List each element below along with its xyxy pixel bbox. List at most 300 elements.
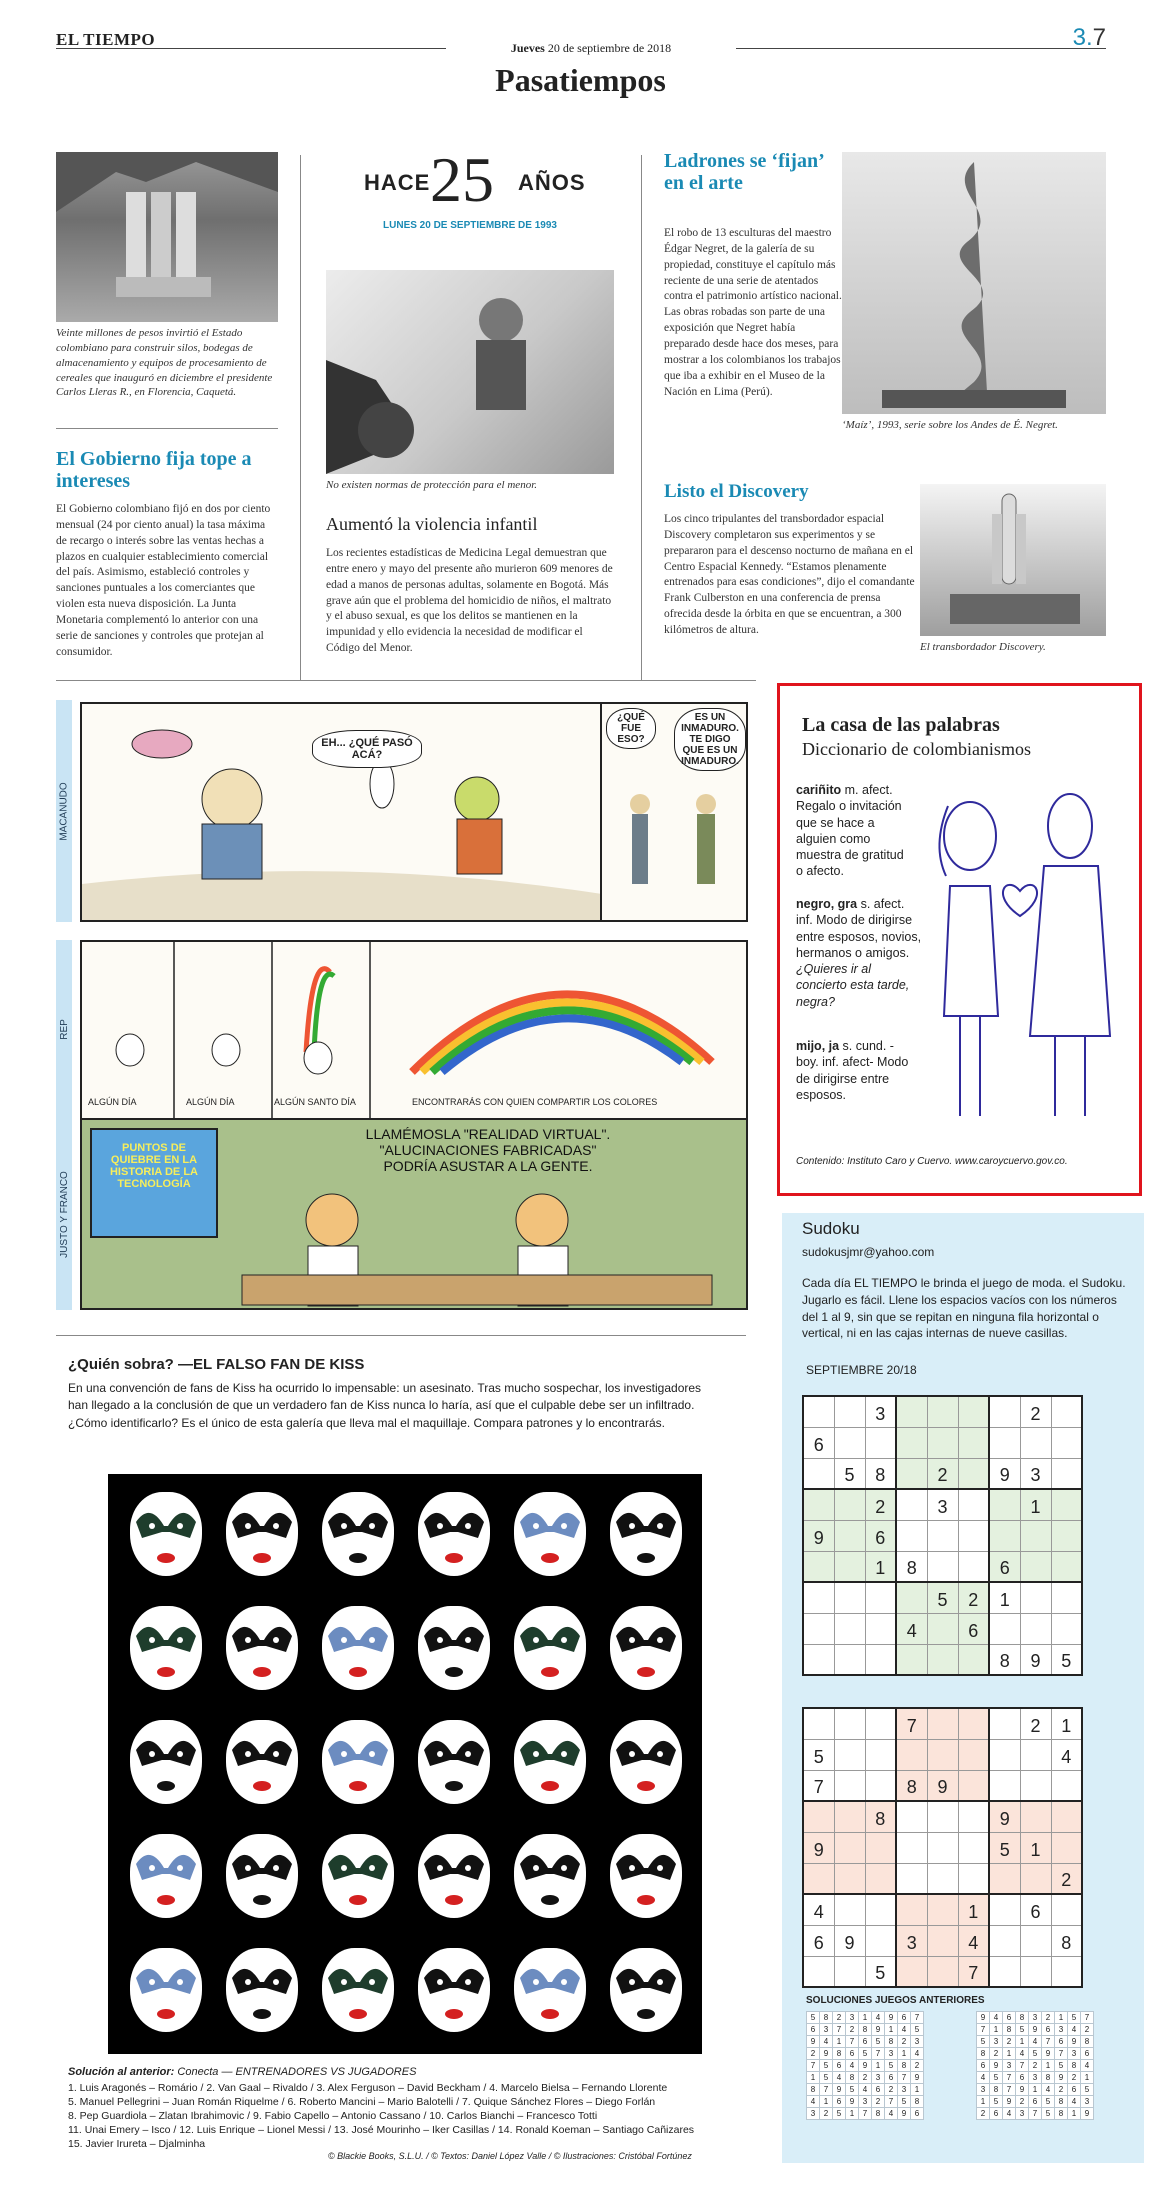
rep-scene <box>82 942 746 1118</box>
solution-cell: 6 <box>833 2096 846 2108</box>
solution-cell: 9 <box>1068 2036 1081 2048</box>
solution-cell: 4 <box>990 2012 1003 2024</box>
sudoku-cell[interactable]: 8 <box>989 1644 1020 1675</box>
sudoku-cell[interactable] <box>865 1832 896 1863</box>
sudoku-cell[interactable] <box>1051 1956 1082 1987</box>
solution-cell: 8 <box>859 2024 872 2036</box>
sudoku-cell[interactable] <box>927 1708 958 1739</box>
sudoku-cell[interactable] <box>896 1863 927 1894</box>
sudoku-cell[interactable]: 8 <box>1051 1925 1082 1956</box>
kiss-face[interactable] <box>610 1492 682 1576</box>
solution-cell: 2 <box>911 2060 924 2072</box>
kiss-face[interactable] <box>610 1720 682 1804</box>
solution-cell: 4 <box>833 2072 846 2084</box>
solution-cell: 9 <box>1055 2072 1068 2084</box>
sudoku-cell[interactable] <box>927 1396 958 1427</box>
sudoku-cell[interactable]: 4 <box>896 1613 927 1644</box>
sudoku-cell[interactable] <box>834 1551 865 1582</box>
sudoku-grid-1 <box>802 1395 1083 1676</box>
sudoku-cell[interactable] <box>865 1427 896 1458</box>
sudoku-cell[interactable] <box>958 1520 989 1551</box>
solution-cell: 8 <box>1081 2036 1094 2048</box>
sudoku-cell[interactable] <box>834 1613 865 1644</box>
solution-cell: 7 <box>898 2072 911 2084</box>
kiss-face[interactable] <box>610 1948 682 2032</box>
sudoku-cell[interactable]: 6 <box>803 1427 834 1458</box>
sudoku-cell[interactable] <box>927 1520 958 1551</box>
sudoku-cell[interactable]: 9 <box>803 1520 834 1551</box>
sudoku-cell[interactable]: 5 <box>834 1458 865 1489</box>
sudoku-cell[interactable] <box>803 1582 834 1613</box>
dateline <box>446 41 736 56</box>
macanudo-bubble-1: EH... ¿QUÉ PASÓ ACÁ? <box>312 730 422 768</box>
sudoku-cell[interactable]: 2 <box>1051 1863 1082 1894</box>
solution-cell: 5 <box>1055 2060 1068 2072</box>
sudoku-cell[interactable]: 9 <box>834 1925 865 1956</box>
sudoku-cell[interactable] <box>1020 1801 1051 1832</box>
sudoku-cell[interactable] <box>989 1708 1020 1739</box>
solution-cell: 4 <box>1081 2060 1094 2072</box>
solution-cell: 9 <box>859 2060 872 2072</box>
sudoku-cell[interactable] <box>1051 1396 1082 1427</box>
sudoku-row <box>803 1739 1082 1770</box>
sudoku-cell[interactable] <box>896 1739 927 1770</box>
solution-cell: 9 <box>977 2012 990 2024</box>
sudoku-cell[interactable] <box>927 1551 958 1582</box>
solution-cell: 3 <box>1081 2096 1094 2108</box>
sudoku-cell[interactable]: 2 <box>1020 1396 1051 1427</box>
solution-cell: 1 <box>990 2024 1003 2036</box>
comics-divider <box>56 680 756 681</box>
sudoku-cell[interactable]: 9 <box>927 1770 958 1801</box>
silos-photo <box>56 152 278 322</box>
sudoku-cell[interactable] <box>958 1644 989 1675</box>
macanudo-label <box>56 700 72 922</box>
sudoku-cell[interactable] <box>834 1489 865 1520</box>
macanudo-bubble-3: ES UN INMADURO. TE DIGO QUE ES UN INMADURO. <box>674 708 746 771</box>
kiss-face[interactable] <box>226 1948 298 2032</box>
sudoku-cell[interactable] <box>989 1613 1020 1644</box>
sudoku-cell[interactable]: 7 <box>803 1770 834 1801</box>
sudoku-cell[interactable] <box>865 1739 896 1770</box>
sudoku-cell[interactable] <box>834 1832 865 1863</box>
sudoku-cell[interactable] <box>896 1956 927 1987</box>
sudoku-cell[interactable]: 3 <box>865 1396 896 1427</box>
definition-negro <box>796 896 922 1010</box>
col3-headline-2: Listo el Discovery <box>664 481 809 502</box>
sudoku-cell[interactable] <box>989 1739 1020 1770</box>
kiss-face[interactable] <box>322 1834 394 1918</box>
sudoku-cell[interactable] <box>896 1458 927 1489</box>
sudoku-cell[interactable] <box>1051 1613 1082 1644</box>
kiss-face[interactable] <box>130 1720 202 1804</box>
sudoku-cell[interactable] <box>803 1644 834 1675</box>
solution-cell: 1 <box>1068 2108 1081 2120</box>
kiss-face[interactable] <box>226 1720 298 1804</box>
kiss-face[interactable] <box>514 1606 586 1690</box>
kiss-face[interactable] <box>514 1834 586 1918</box>
solution-row <box>807 2048 924 2060</box>
sudoku-row <box>803 1925 1082 1956</box>
kiss-face[interactable] <box>514 1492 586 1576</box>
solution-cell: 6 <box>859 2036 872 2048</box>
definition-carinito <box>796 782 912 880</box>
kiss-face[interactable] <box>226 1834 298 1918</box>
sudoku-cell[interactable]: 1 <box>1020 1832 1051 1863</box>
solution-cell: 8 <box>833 2048 846 2060</box>
solution-grid-1 <box>806 2011 924 2120</box>
kiss-face[interactable] <box>418 1492 490 1576</box>
sudoku-cell[interactable] <box>1020 1582 1051 1613</box>
sudoku-cell[interactable] <box>896 1894 927 1925</box>
sudoku-cell[interactable] <box>803 1613 834 1644</box>
sudoku-cell[interactable] <box>803 1801 834 1832</box>
sudoku-row <box>803 1520 1082 1551</box>
kiss-face[interactable] <box>610 1834 682 1918</box>
kiss-face[interactable] <box>514 1720 586 1804</box>
sudoku-cell[interactable] <box>1051 1801 1082 1832</box>
sudoku-cell[interactable] <box>1051 1489 1082 1520</box>
sudoku-cell[interactable] <box>1020 1551 1051 1582</box>
solution-cell: 1 <box>846 2108 859 2120</box>
solution-cell: 4 <box>977 2072 990 2084</box>
column-divider <box>300 155 301 680</box>
sudoku-cell[interactable]: 9 <box>989 1458 1020 1489</box>
sudoku-cell[interactable] <box>803 1708 834 1739</box>
sudoku-cell[interactable] <box>958 1396 989 1427</box>
sudoku-cell[interactable]: 6 <box>803 1925 834 1956</box>
kiss-face[interactable] <box>610 1606 682 1690</box>
sudoku-cell[interactable] <box>989 1396 1020 1427</box>
solution-cell: 1 <box>898 2048 911 2060</box>
solution-cell: 8 <box>1055 2108 1068 2120</box>
kiss-face[interactable] <box>130 1606 202 1690</box>
kiss-face[interactable] <box>322 1492 394 1576</box>
solution-cell: 4 <box>872 2012 885 2024</box>
sudoku-cell[interactable] <box>896 1427 927 1458</box>
sudoku-cell[interactable] <box>865 1770 896 1801</box>
sudoku-cell[interactable] <box>927 1925 958 1956</box>
solution-cell: 9 <box>885 2012 898 2024</box>
sudoku-cell[interactable] <box>927 1613 958 1644</box>
sudoku-cell[interactable] <box>1020 1770 1051 1801</box>
sudoku-cell[interactable] <box>834 1801 865 1832</box>
solution-cell: 4 <box>1029 2036 1042 2048</box>
sudoku-cell[interactable] <box>834 1894 865 1925</box>
sudoku-panel <box>782 1213 1144 2163</box>
col3-body-1: El robo de 13 esculturas del maestro Édgar Negret, de la galería de su propiedad, constituye el capítulo más reciente de una serie de atentados contra el patrimonio artístico nacional. Las obras robadas son parte de una exposición que Negret había preparado desde hace dos meses, para mostrar a los colombianos los trabajos que iba a exhibir en el Museo de la Nación en Lima (Perú). <box>664 227 842 398</box>
sudoku-row <box>803 1489 1082 1520</box>
kiss-face[interactable] <box>130 1948 202 2032</box>
solution-label: Solución al anterior: <box>68 2066 175 2078</box>
solution-cell: 8 <box>1042 2072 1055 2084</box>
sudoku-cell[interactable] <box>803 1863 834 1894</box>
sudoku-cell[interactable] <box>1051 1894 1082 1925</box>
sudoku-cell[interactable] <box>927 1427 958 1458</box>
sudoku-cell[interactable]: 7 <box>958 1956 989 1987</box>
sudoku-cell[interactable]: 6 <box>958 1613 989 1644</box>
solution-cell: 8 <box>885 2036 898 2048</box>
solution-row <box>807 2060 924 2072</box>
sudoku-cell[interactable] <box>958 1458 989 1489</box>
sudoku-cell[interactable]: 4 <box>803 1894 834 1925</box>
sudoku-cell[interactable] <box>834 1396 865 1427</box>
sudoku-cell[interactable]: 8 <box>865 1458 896 1489</box>
sudoku-row <box>803 1863 1082 1894</box>
solution-cell: 4 <box>1068 2024 1081 2036</box>
solution-cell: 5 <box>1016 2024 1029 2036</box>
sudoku-intro: Cada día EL TIEMPO le brinda el juego de moda. el Sudoku. Jugarlo es fácil. Llene los espacios vacíos con los números del 1 al 9, sin que se repitan en ninguna fila horizontal o vertical, ni en las cajas internas de nueve casillas. <box>802 1276 1126 1341</box>
kiss-face[interactable] <box>514 1948 586 2032</box>
solution-cell: 2 <box>1029 2060 1042 2072</box>
sudoku-cell[interactable] <box>1020 1925 1051 1956</box>
sudoku-cell[interactable] <box>1020 1956 1051 1987</box>
solution-cell: 2 <box>1068 2072 1081 2084</box>
sudoku-cell[interactable] <box>834 1582 865 1613</box>
sudoku-cell[interactable] <box>958 1863 989 1894</box>
sudoku-cell[interactable] <box>927 1644 958 1675</box>
sudoku-cell[interactable]: 2 <box>1020 1708 1051 1739</box>
sudoku-cell[interactable]: 2 <box>927 1458 958 1489</box>
kiss-face[interactable] <box>418 1948 490 2032</box>
sudoku-cell[interactable] <box>958 1489 989 1520</box>
solution-cell: 6 <box>1081 2048 1094 2060</box>
solution-cell: 1 <box>911 2084 924 2096</box>
sudoku-cell[interactable] <box>989 1863 1020 1894</box>
sudoku-cell[interactable] <box>803 1489 834 1520</box>
solution-cell: 6 <box>1055 2036 1068 2048</box>
kiss-face[interactable] <box>322 1948 394 2032</box>
sudoku-cell[interactable]: 2 <box>865 1489 896 1520</box>
sudoku-cell[interactable]: 5 <box>989 1832 1020 1863</box>
solution-cell: 5 <box>1042 2108 1055 2120</box>
sudoku-cell[interactable]: 5 <box>865 1956 896 1987</box>
sudoku-cell[interactable] <box>865 1863 896 1894</box>
sudoku-cell[interactable] <box>989 1925 1020 1956</box>
solution-cell: 2 <box>807 2048 820 2060</box>
sudoku-cell[interactable] <box>989 1427 1020 1458</box>
sudoku-cell[interactable] <box>1051 1458 1082 1489</box>
sudoku-cell[interactable] <box>834 1770 865 1801</box>
sudoku-cell[interactable] <box>927 1894 958 1925</box>
sudoku-cell[interactable] <box>958 1801 989 1832</box>
solution-cell: 7 <box>1055 2048 1068 2060</box>
sudoku-cell[interactable]: 4 <box>958 1925 989 1956</box>
sudoku-cell[interactable] <box>927 1956 958 1987</box>
sudoku-cell[interactable] <box>865 1613 896 1644</box>
solution-line: 15. Javier Irureta – Djalminha <box>68 2138 206 2151</box>
kiss-face[interactable] <box>418 1834 490 1918</box>
solution-cell: 7 <box>1029 2108 1042 2120</box>
sudoku-cell[interactable] <box>896 1520 927 1551</box>
sudoku-cell[interactable] <box>803 1551 834 1582</box>
sudoku-cell[interactable] <box>1020 1739 1051 1770</box>
solution-cell: 4 <box>1016 2048 1029 2060</box>
solution-cell: 1 <box>1029 2084 1042 2096</box>
solution-cell: 7 <box>977 2024 990 2036</box>
sudoku-cell[interactable] <box>865 1708 896 1739</box>
sudoku-cell[interactable] <box>803 1458 834 1489</box>
sudoku-cell[interactable]: 5 <box>927 1582 958 1613</box>
kiss-face[interactable] <box>226 1606 298 1690</box>
sudoku-cell[interactable]: 8 <box>896 1770 927 1801</box>
quien-divider <box>56 1335 746 1336</box>
sudoku-cell[interactable]: 3 <box>1020 1458 1051 1489</box>
sudoku-cell[interactable]: 5 <box>803 1739 834 1770</box>
anos-label: AÑOS <box>518 170 586 195</box>
sudoku-cell[interactable] <box>865 1582 896 1613</box>
sudoku-cell[interactable] <box>927 1832 958 1863</box>
kiss-face[interactable] <box>226 1492 298 1576</box>
solution-cell: 1 <box>1016 2036 1029 2048</box>
sudoku-cell[interactable] <box>1020 1520 1051 1551</box>
kiss-face[interactable] <box>130 1492 202 1576</box>
sudoku-cell[interactable] <box>834 1708 865 1739</box>
sudoku-cell[interactable] <box>927 1801 958 1832</box>
sudoku-cell[interactable]: 6 <box>865 1520 896 1551</box>
kiss-face[interactable] <box>130 1834 202 1918</box>
sudoku-cell[interactable] <box>1020 1427 1051 1458</box>
def-word-carinito: cariñito <box>796 783 842 797</box>
sudoku-cell[interactable] <box>834 1956 865 1987</box>
solution-cell: 2 <box>1081 2024 1094 2036</box>
solution-cell: 6 <box>885 2072 898 2084</box>
sudoku-cell[interactable] <box>1051 1582 1082 1613</box>
sudoku-cell[interactable] <box>1020 1863 1051 1894</box>
sudoku-cell[interactable] <box>865 1925 896 1956</box>
sudoku-cell[interactable] <box>989 1956 1020 1987</box>
solution-cell: 2 <box>820 2108 833 2120</box>
kiss-face[interactable] <box>322 1720 394 1804</box>
sudoku-cell[interactable] <box>896 1489 927 1520</box>
sudoku-cell[interactable] <box>803 1956 834 1987</box>
shuttle-illustration <box>920 484 1106 636</box>
page-number <box>1073 24 1106 52</box>
kiss-face[interactable] <box>322 1606 394 1690</box>
solution-cell: 5 <box>911 2024 924 2036</box>
macanudo-label-text: MACANUDO <box>58 781 70 841</box>
sudoku-cell[interactable] <box>1051 1551 1082 1582</box>
solution-cell: 1 <box>833 2036 846 2048</box>
solution-cell: 8 <box>898 2060 911 2072</box>
sudoku-cell[interactable]: 3 <box>896 1925 927 1956</box>
solution-cell: 5 <box>1081 2084 1094 2096</box>
sudoku-cell[interactable] <box>865 1894 896 1925</box>
sudoku-cell[interactable] <box>834 1520 865 1551</box>
kiss-face[interactable] <box>418 1720 490 1804</box>
sudoku-cell[interactable]: 9 <box>1020 1644 1051 1675</box>
sudoku-cell[interactable] <box>989 1489 1020 1520</box>
solution-cell: 7 <box>859 2108 872 2120</box>
solution-row <box>977 2072 1094 2084</box>
sudoku-cell[interactable]: 2 <box>958 1582 989 1613</box>
hace-label: HACE <box>364 170 431 195</box>
sudoku-cell[interactable] <box>1051 1832 1082 1863</box>
macanudo-scene-2 <box>602 784 748 920</box>
sudoku-cell[interactable] <box>896 1832 927 1863</box>
sudoku-cell[interactable] <box>958 1427 989 1458</box>
sudoku-cell[interactable]: 1 <box>865 1551 896 1582</box>
solution-cell: 2 <box>859 2072 872 2084</box>
solution-cell: 3 <box>1029 2072 1042 2084</box>
sudoku-cell[interactable]: 1 <box>958 1894 989 1925</box>
sudoku-cell[interactable] <box>1051 1770 1082 1801</box>
sudoku-cell[interactable]: 5 <box>1051 1644 1082 1675</box>
sudoku-cell[interactable] <box>1051 1427 1082 1458</box>
sudoku-cell[interactable] <box>896 1644 927 1675</box>
sudoku-cell[interactable]: 6 <box>989 1551 1020 1582</box>
solution-cell: 9 <box>1003 2096 1016 2108</box>
sudoku-cell[interactable] <box>958 1832 989 1863</box>
section-title: Pasatiempos <box>495 62 666 98</box>
solution-cell: 7 <box>820 2084 833 2096</box>
sudoku-cell[interactable] <box>803 1396 834 1427</box>
solution-cell: 1 <box>977 2096 990 2108</box>
sudoku-cell[interactable] <box>958 1739 989 1770</box>
sudoku-cell[interactable] <box>989 1894 1020 1925</box>
sudoku-cell[interactable] <box>896 1801 927 1832</box>
sudoku-cell[interactable]: 3 <box>927 1489 958 1520</box>
solution-cell: 5 <box>1068 2012 1081 2024</box>
sudoku-cell[interactable] <box>834 1427 865 1458</box>
solution-cell: 2 <box>1042 2012 1055 2024</box>
child-caption: No existen normas de protección para el menor. <box>326 479 538 491</box>
definition-mijo <box>796 1038 912 1103</box>
solution-cell: 3 <box>977 2084 990 2096</box>
solution-cell: 5 <box>898 2096 911 2108</box>
sudoku-cell[interactable]: 8 <box>865 1801 896 1832</box>
kiss-face[interactable] <box>418 1606 490 1690</box>
sudoku-cell[interactable] <box>958 1708 989 1739</box>
solution-cell: 6 <box>872 2084 885 2096</box>
sudoku-cell[interactable] <box>958 1770 989 1801</box>
sudoku-date: SEPTIEMBRE 20/18 <box>806 1363 917 1377</box>
sudoku-cell[interactable] <box>865 1644 896 1675</box>
sudoku-cell[interactable]: 9 <box>803 1832 834 1863</box>
solution-cell: 8 <box>807 2084 820 2096</box>
sudoku-cell[interactable] <box>958 1551 989 1582</box>
sudoku-cell[interactable]: 8 <box>896 1551 927 1582</box>
sudoku-cell[interactable] <box>1051 1520 1082 1551</box>
sudoku-cell[interactable] <box>834 1863 865 1894</box>
sudoku-cell[interactable] <box>927 1863 958 1894</box>
col3-headline-1: Ladrones se ‘fijan’ en el arte <box>664 150 824 194</box>
solution-cell: 6 <box>990 2108 1003 2120</box>
solution-cell: 5 <box>807 2012 820 2024</box>
sudoku-cell[interactable]: 6 <box>1020 1894 1051 1925</box>
sudoku-cell[interactable]: 9 <box>989 1801 1020 1832</box>
sudoku-cell[interactable]: 1 <box>1051 1708 1082 1739</box>
sudoku-cell[interactable] <box>834 1644 865 1675</box>
casa-title: La casa de las palabras <box>802 714 1000 736</box>
sudoku-cell[interactable] <box>927 1739 958 1770</box>
sudoku-cell[interactable] <box>989 1770 1020 1801</box>
solution-row <box>807 2072 924 2084</box>
sudoku-cell[interactable]: 1 <box>1020 1489 1051 1520</box>
solution-cell: 6 <box>898 2012 911 2024</box>
sudoku-cell[interactable] <box>834 1739 865 1770</box>
sudoku-cell[interactable]: 1 <box>989 1582 1020 1613</box>
sudoku-cell[interactable] <box>896 1582 927 1613</box>
sudoku-cell[interactable]: 4 <box>1051 1739 1082 1770</box>
solution-cell: 5 <box>990 2096 1003 2108</box>
sudoku-cell[interactable]: 7 <box>896 1708 927 1739</box>
sudoku-cell[interactable] <box>896 1396 927 1427</box>
rep-label <box>56 940 72 1118</box>
sudoku-cell[interactable] <box>989 1520 1020 1551</box>
sudoku-cell[interactable] <box>1020 1613 1051 1644</box>
justo-label-text: JUSTO Y FRANCO <box>58 1170 70 1258</box>
